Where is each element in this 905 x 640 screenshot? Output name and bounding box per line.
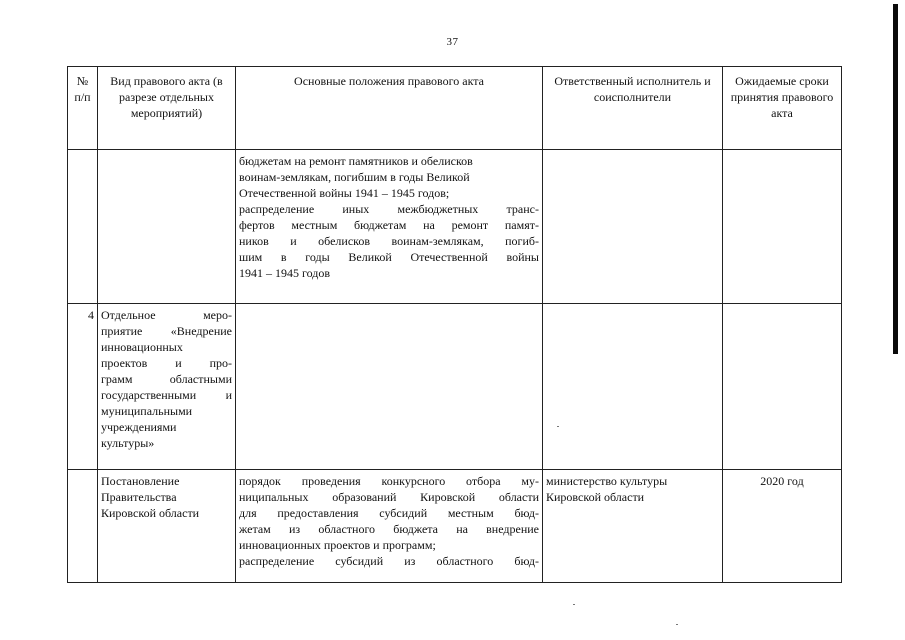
row2-act-type-line: проектов и про- [101,356,232,370]
row2-act-type [98,304,236,470]
row2-act-type-line: грамм областными [101,372,232,386]
row1-provisions-line: воинам-землякам, погибшим в годы Великой [239,170,470,184]
row2-provisions [236,304,543,470]
row1-executor [543,150,723,304]
row1-provisions-line: шим в годы Великой Отечественной войны [239,250,539,264]
row2-act-type-line: государственными и [101,388,232,402]
legal-acts-table [67,66,842,583]
row3-executor-line: Кировской области [546,490,645,504]
row3-provisions-line: жетам из областного бюджета на внедрение [239,522,539,536]
scan-edge-bar [893,4,898,354]
row2-act-type-line: Отдельное меро- [101,308,232,322]
scan-speck [573,604,575,605]
row2-act-type-line: культуры» [101,436,155,450]
row3-act-type [98,470,236,583]
page-number: 37 [446,36,459,48]
scan-speck [676,624,678,625]
row1-deadline [723,150,842,304]
row3-provisions-line: инновационных проектов и программ; [239,538,436,552]
row1-provisions-line: бюджетам на ремонт памятников и обелисков [239,154,473,168]
row3-act-type-line: Кировской области [101,506,200,520]
row2-num: 4 [68,304,98,470]
row1-provisions-line: ников и обелисков воинам-землякам, погиб- [239,234,539,248]
row1-num [68,150,98,304]
row3-executor [543,470,723,583]
table-row [68,470,842,583]
header-deadline: Ожидаемые сроки принятия правового акта [723,67,842,150]
scan-speck [557,426,559,427]
row3-provisions-line: ниципальных образований Кировской области [239,490,539,504]
row3-deadline: 2020 год [723,470,842,583]
header-act-type: Вид правового акта (в разрезе отдельных мероприятий) [98,67,236,150]
row3-executor-line: министерство культуры [546,474,668,488]
table-header-row [68,67,842,150]
row2-deadline [723,304,842,470]
row3-act-type-line: Постановление [101,474,180,488]
row3-act-type-line: Правительства [101,490,177,504]
header-provisions: Основные положения правового акта [236,67,543,150]
row1-provisions [236,150,543,304]
row1-provisions-line: Отечественной войны 1941 – 1945 годов; [239,186,450,200]
header-num: № п/п [68,67,98,150]
header-executor: Ответственный исполнитель и соисполнители [543,67,723,150]
row3-provisions-line: распределение субсидий из областного бюд- [239,554,539,568]
row3-num [68,470,98,583]
row3-provisions [236,470,543,583]
row2-act-type-line: приятие «Внедрение [101,324,232,338]
row2-act-type-line: муниципальными [101,404,193,418]
row3-provisions-line: для предоставления субсидий местным бюд- [239,506,539,520]
row3-provisions-line: порядок проведения конкурсного отбора му- [239,474,539,488]
row1-provisions-line: 1941 – 1945 годов [239,266,331,280]
row2-executor [543,304,723,470]
row2-act-type-line: учреждениями [101,420,177,434]
row2-act-type-line: инновационных [101,340,183,354]
row1-act-type [98,150,236,304]
row1-provisions-line: фертов местным бюджетам на ремонт памят- [239,218,539,232]
table-row [68,304,842,470]
row1-provisions-line: распределение иных межбюджетных транс- [239,202,539,216]
table-row [68,150,842,304]
